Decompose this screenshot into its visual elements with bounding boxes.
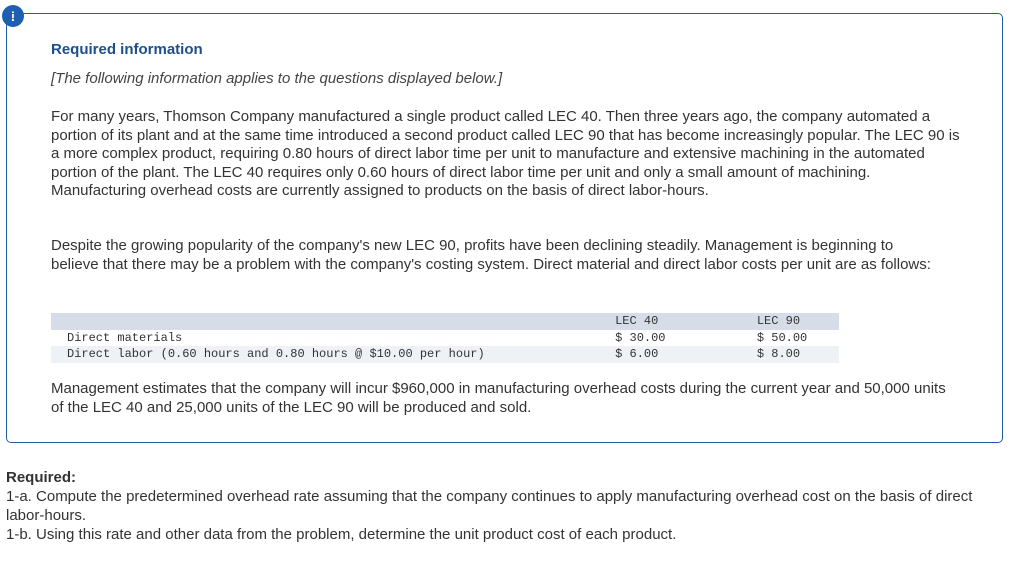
required-item-1a: 1-a. Compute the predetermined overhead rate assuming that the company continues to apply manufacturing overhead cost on the basis of direct labor-hours. <box>6 488 973 524</box>
cell-lec90-direct-materials: $ 50.00 <box>756 330 808 345</box>
problem-paragraph-3: Management estimates that the company will incur $960,000 in manufacturing overhead costs during the current year and 50,000 units of the LEC 40 and 25,000 units of the LEC 90 will be produced and sold. <box>51 380 946 416</box>
required-title: Required: <box>6 469 77 486</box>
table-header-lec90: LEC 90 <box>704 313 839 330</box>
row-label-direct-labor: Direct labor (0.60 hours and 0.80 hours @ $10.00 per hour) <box>51 346 563 363</box>
problem-paragraph-2: Despite the growing popularity of the company's new LEC 90, profits have been declining steadily. Management is beginning to believe that there may be a problem with the company's costing system. Direct material and direct labor costs per unit are as follows: <box>51 237 931 273</box>
table-header-blank <box>51 313 563 330</box>
info-subtitle: [The following information applies to the questions displayed below.] <box>51 70 503 87</box>
exclamation-icon: ! <box>2 5 24 27</box>
info-title: Required information <box>51 41 203 58</box>
table-header-lec40: LEC 40 <box>563 313 704 330</box>
required-item-1b: 1-b. Using this rate and other data from the problem, determine the unit product cost of each product. <box>6 526 677 543</box>
cell-lec40-direct-materials: $ 30.00 <box>615 330 666 345</box>
cell-lec90-direct-labor: $ 8.00 <box>704 346 839 363</box>
cell-lec40-direct-labor: $ 6.00 <box>563 346 704 363</box>
table-row <box>51 346 839 363</box>
table-header-row <box>51 313 839 330</box>
required-section <box>6 468 1006 544</box>
table-row <box>51 330 839 347</box>
row-label-direct-materials: Direct materials <box>67 330 183 345</box>
problem-paragraph-1: For many years, Thomson Company manufactured a single product called LEC 40. Then three years ago, the company automated a portion of its plant and at the same time introduced a second product called LEC 90 that has become increasingly popular. The LEC 90 is a more complex product, requiring 0.80 hours of direct labor time per unit to manufacture and extensive machining in the automated portion of the plant. The LEC 40 requires only 0.60 hours of direct labor time per unit and only a small amount of machining. Manufacturing overhead costs are currently assigned to products on the basis of direct labor-hours. <box>51 108 960 199</box>
cost-per-unit-table <box>51 313 839 363</box>
